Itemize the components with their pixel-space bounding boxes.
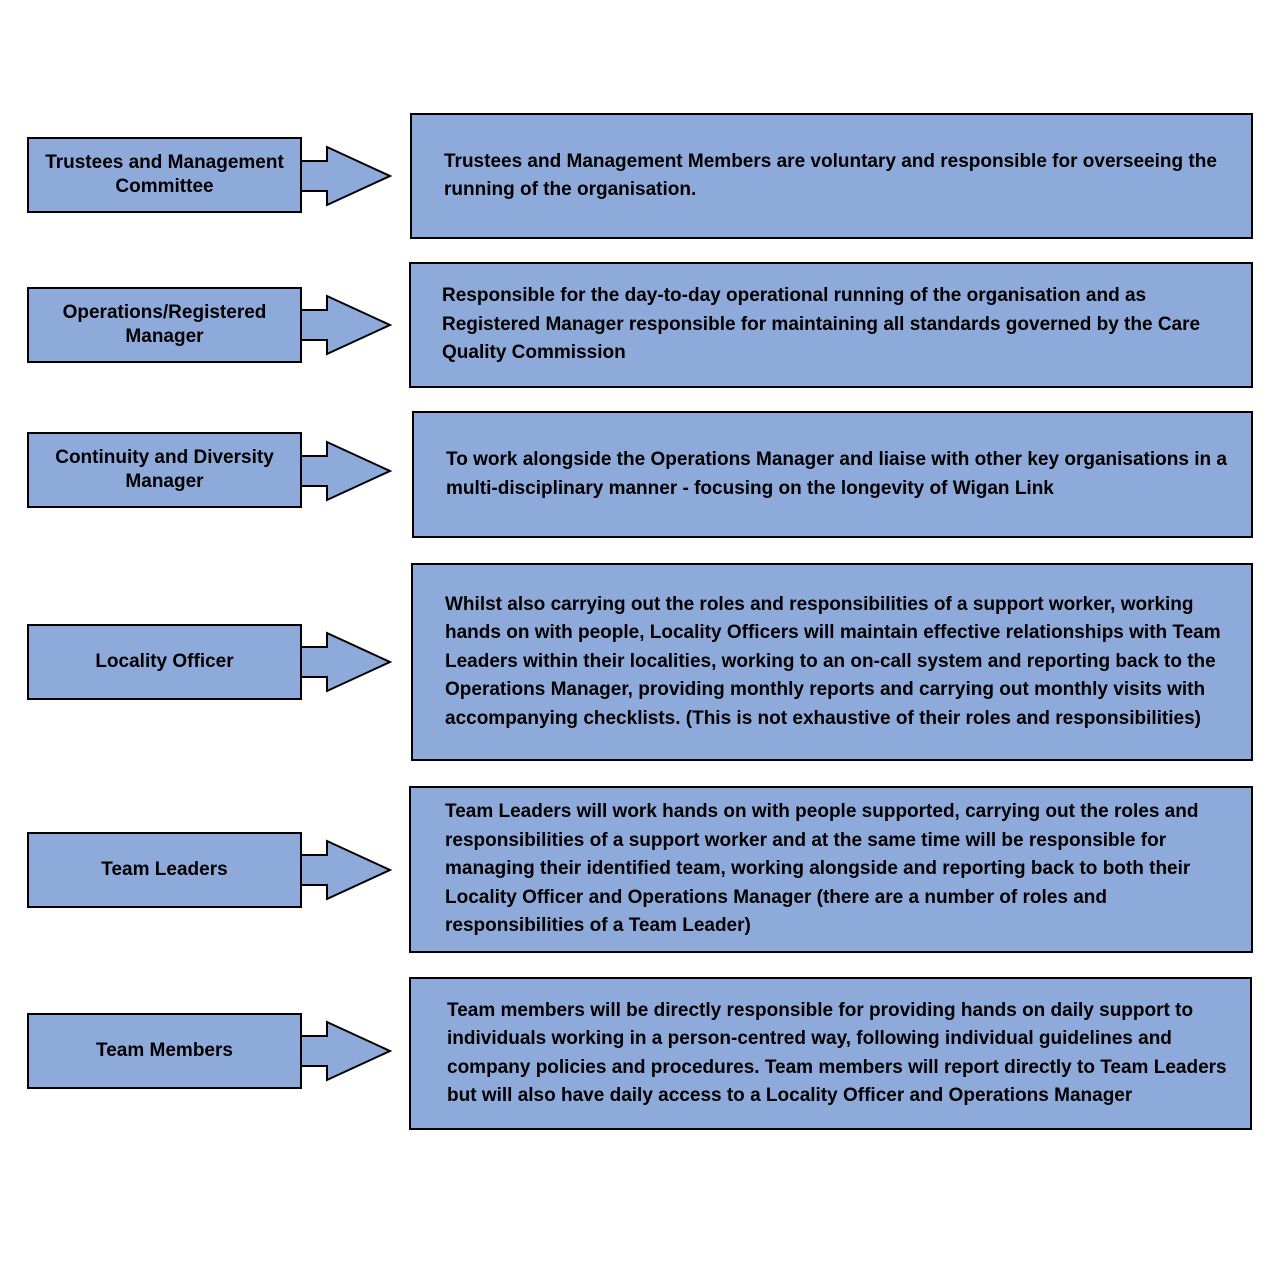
role-label: Locality Officer	[95, 651, 234, 672]
description-text: Team Leaders will work hands on with people supported, carrying out the roles and responsibilities of a support worker and at the same time will be responsible for managing their identified team, working alongside and reporting back to both their Locality Officer and Operations Manager (there are a number of roles and responsibilities of a Team Leader)	[445, 801, 1199, 937]
role-label: Operations/Registered Manager	[62, 302, 267, 347]
arrow-right-icon	[301, 295, 393, 355]
description-text: Team members will be directly responsible for providing hands on daily support to individuals working in a person-centred way, following individual guidelines and company policies and procedures. Team members will report directly to Team Leaders but will also have daily access to a Locality Officer and Operations Manager	[447, 999, 1227, 1106]
description-box-continuity-diversity	[412, 411, 1253, 538]
description-text: To work alongside the Operations Manager and liaise with other key organisations in a multi-disciplinary manner - focusing on the longevity of Wigan Link	[446, 449, 1227, 499]
arrow-right-icon	[301, 840, 393, 900]
arrow-right-icon	[301, 632, 393, 692]
description-text: Trustees and Management Members are voluntary and responsible for overseeing the running of the organisation.	[444, 150, 1217, 200]
description-box-team-leaders	[409, 786, 1253, 953]
role-label: Trustees and Management Committee	[45, 152, 284, 197]
role-box-operations-manager	[27, 287, 302, 363]
role-box-locality-officer	[27, 624, 302, 700]
description-box-team-members	[409, 977, 1252, 1130]
description-text: Whilst also carrying out the roles and responsibilities of a support worker, working hands on with people, Locality Officers will maintain effective relationships with Team Leaders within their localities, working to an on-call system and reporting back to the Operations Manager, providing monthly reports and carrying out monthly visits with accompanying checklists. (This is not exhaustive of their roles and responsibilities)	[445, 593, 1221, 729]
role-box-team-members	[27, 1013, 302, 1089]
arrow-right-icon	[301, 146, 393, 206]
role-box-continuity-diversity	[27, 432, 302, 508]
role-label: Team Leaders	[101, 859, 228, 880]
role-label: Team Members	[96, 1040, 233, 1061]
description-text: Responsible for the day-to-day operational running of the organisation and as Registered Manager responsible for maintaining all standards governed by the Care Quality Commission	[442, 285, 1201, 364]
description-box-trustees	[410, 113, 1253, 239]
role-box-trustees	[27, 137, 302, 213]
role-box-team-leaders	[27, 832, 302, 908]
description-box-operations-manager	[409, 262, 1253, 388]
role-label: Continuity and Diversity Manager	[55, 447, 274, 492]
description-box-locality-officer	[411, 563, 1253, 761]
arrow-right-icon	[301, 1021, 393, 1081]
arrow-right-icon	[301, 441, 393, 501]
